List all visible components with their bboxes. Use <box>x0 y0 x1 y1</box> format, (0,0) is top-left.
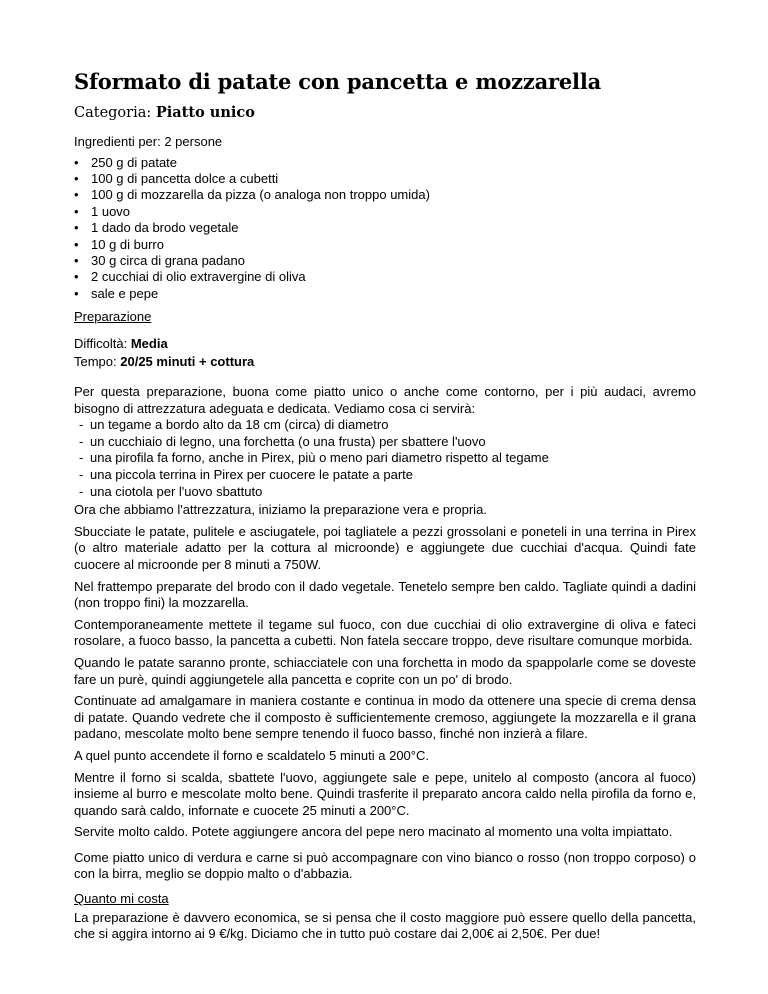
category-label: Categoria: <box>74 105 156 121</box>
pairing-paragraph: Come piatto unico di verdura e carne si può accompagnare con vino bianco o rosso (non troppo corposo) o con la birra, meglio se doppio malto o d'abbazia. <box>74 849 696 882</box>
ingredient-item: • 30 g circa di grana padano <box>74 253 696 269</box>
ingredient-item: • 2 cucchiai di olio extravergine di oliva <box>74 269 696 285</box>
ingredient-item: • 100 g di pancetta dolce a cubetti <box>74 171 696 187</box>
ingredients-heading: Ingredienti per: 2 persone <box>74 134 223 149</box>
step-paragraph: Sbucciate le patate, pulitele e asciugatele, poi tagliatele a pezzi grossolani e poneteli in una terrina in Pirex (o altro materiale adatto per la cottura al microonde) e aggiungete due cucchiai d'acqua. Quindi fate cuocere al microonde per 8 minuti a 750W. <box>74 523 696 572</box>
difficulty-value: Media <box>130 335 168 351</box>
tool-item: - una ciotola per l'uovo sbattuto <box>74 484 696 501</box>
step-paragraph: Quando le patate saranno pronte, schiacciatele con una forchetta in modo da spappolarle come se doveste fare un purè, quindi aggiungetele alla pancetta e coprite con un po' di brodo. <box>74 654 696 687</box>
ingredient-item: • 1 uovo <box>74 204 696 220</box>
tool-item: - un tegame a bordo alto da 18 cm (circa) di diametro <box>74 417 696 434</box>
ingredient-item: • 1 dado da brodo vegetale <box>74 220 696 236</box>
step-paragraph: A quel punto accendete il forno e scaldatelo 5 minuti a 200°C. <box>74 747 429 763</box>
ingredients-list <box>74 155 696 303</box>
step-paragraph: Continuate ad amalgamare in maniera costante e continua in modo da ottenere una specie di crema densa di patate. Quando vedrete che il composto è sufficientemente cremoso, aggiungete la mozzarella e il grana padano, mescolate molto bene sempre tenendo il fuoco basso, finché non inzierà a filare. <box>74 693 696 742</box>
ingredient-item: • 10 g di burro <box>74 237 696 253</box>
category-line <box>74 103 696 123</box>
step-paragraph: Nel frattempo preparate del brodo con il dado vegetale. Tenetelo sempre ben caldo. Tagliate quindi a dadini (non troppo fini) la mozzarella. <box>74 578 696 611</box>
page-title: Sformato di patate con pancetta e mozzarella <box>74 69 601 94</box>
time-line <box>74 354 696 371</box>
recipe-document <box>74 68 696 943</box>
tools-list <box>74 417 696 500</box>
cost-heading: Quanto mi costa <box>74 891 169 907</box>
ingredient-item: • 250 g di patate <box>74 155 696 171</box>
ingredient-item: • sale e pepe <box>74 286 696 302</box>
ingredient-item: • 100 g di mozzarella da pizza (o analoga non troppo umida) <box>74 187 696 203</box>
step-paragraph: Ora che abbiamo l'attrezzatura, iniziamo la preparazione vera e propria. <box>74 502 487 518</box>
tool-item: - un cucchiaio di legno, una forchetta (o una frusta) per sbattere l'uovo <box>74 434 696 451</box>
step-paragraph: Mentre il forno si scalda, sbattete l'uovo, aggiungete sale e pepe, unitelo al composto (ancora al fuoco) insieme al burro e mescolate molto bene. Quindi trasferite il preparato ancora caldo nella pirofila da forno e, quando sarà caldo, infornate e cuocete 25 minuti a 200°C. <box>74 769 696 818</box>
preparation-intro: Per questa preparazione, buona come piatto unico o anche come contorno, per i più audaci, avremo bisogno di attrezzatura adeguata e dedicata. Vediamo cosa ci servirà: <box>74 384 696 416</box>
time-value: 20/25 minuti + cottura <box>120 354 255 370</box>
cost-paragraph: La preparazione è davvero economica, se si pensa che il costo maggiore può essere quello della pancetta, che si aggira intorno ai 9 €/kg. Diciamo che in tutto può costare dai 2,00€ ai 2,50€. Per due! <box>74 909 696 942</box>
tool-item: - una pirofila fa forno, anche in Pirex, più o meno pari diametro rispetto al tegame <box>74 450 696 467</box>
step-paragraph: Contemporaneamente mettete il tegame sul fuoco, con due cucchiai di olio extravergine di oliva e fateci rosolare, a fuoco basso, la pancetta a cubetti. Non fatela seccare troppo, deve risultare comunque morbida. <box>74 616 696 649</box>
tool-item: - una piccola terrina in Pirex per cuocere le patate a parte <box>74 467 696 484</box>
difficulty-line <box>74 336 696 353</box>
time-label: Tempo: <box>74 354 121 370</box>
category-value: Piatto unico <box>155 104 255 121</box>
preparation-heading: Preparazione <box>74 309 152 325</box>
difficulty-label: Difficoltà: <box>74 335 131 351</box>
step-paragraph: Servite molto caldo. Potete aggiungere ancora del pepe nero macinato al momento una volta impiattato. <box>74 824 673 840</box>
